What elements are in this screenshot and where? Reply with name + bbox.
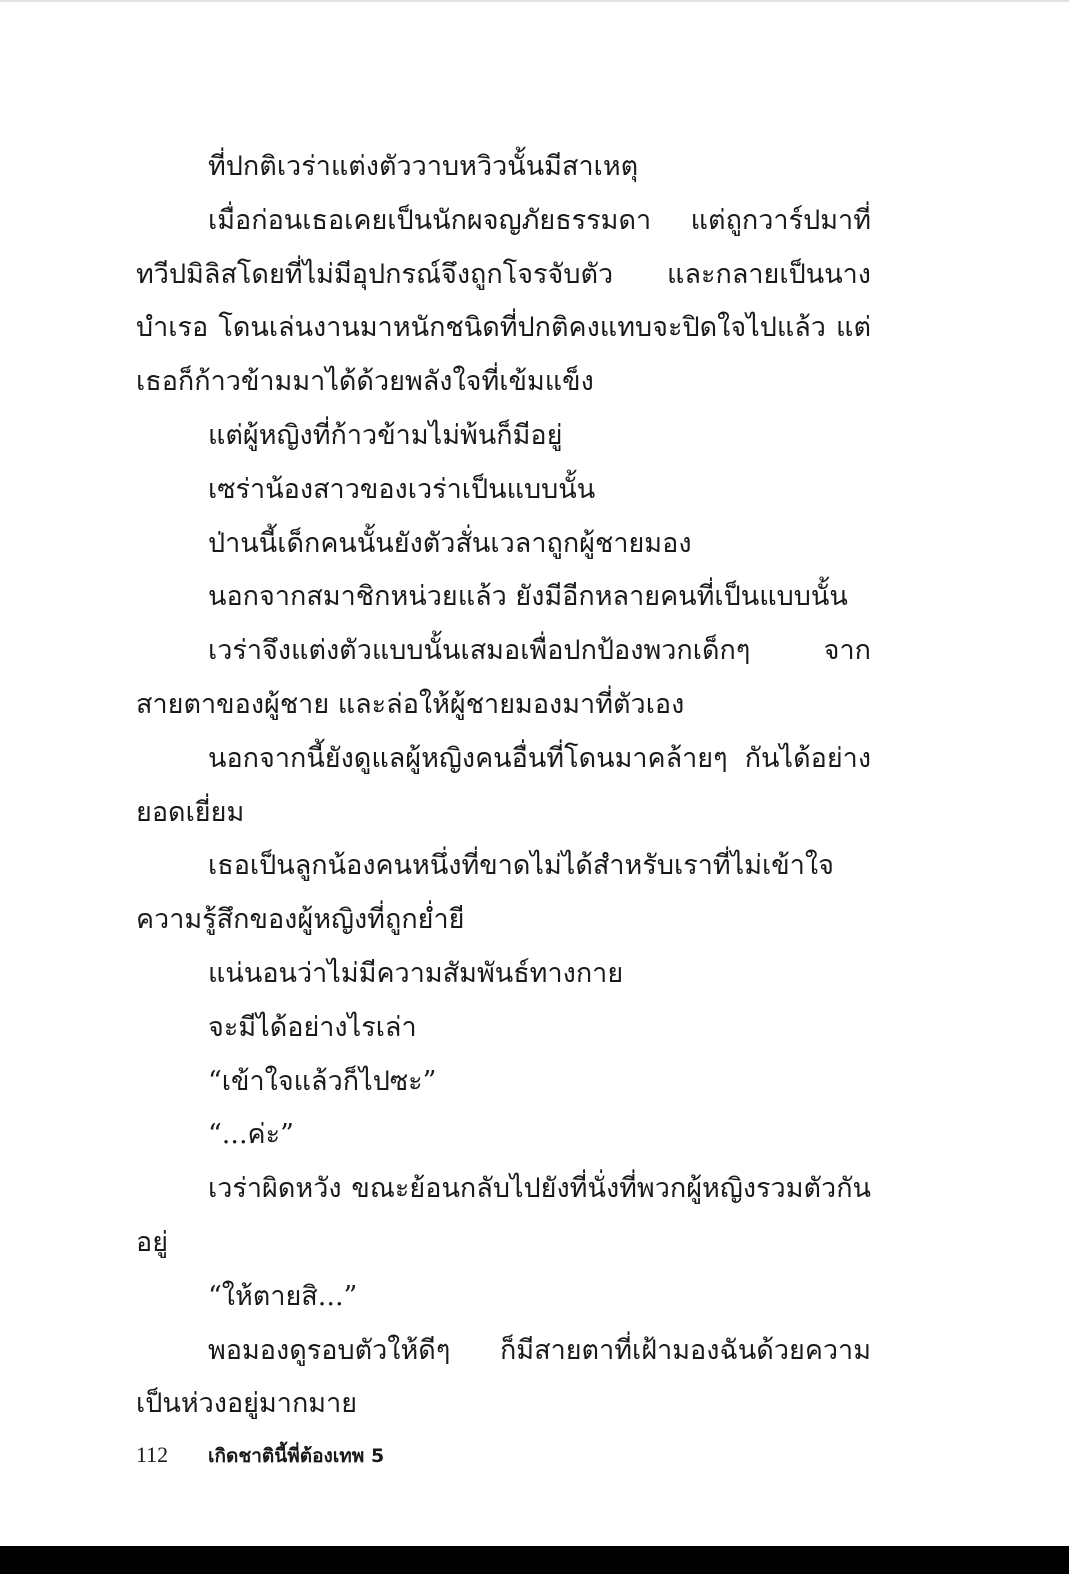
- paragraph: นอกจากนี้ยังดูแลผู้หญิงคนอื่นที่โดนมาคล้ายๆ กันได้อย่างยอดเยี่ยม: [136, 742, 871, 828]
- paragraph: เซร่าน้องสาวของเวร่าเป็นแบบนั้น: [208, 473, 596, 505]
- paragraph: นอกจากสมาชิกหน่วยแล้ว ยังมีอีกหลายคนที่เป็นแบบนั้น: [208, 581, 848, 613]
- paragraph: แน่นอนว่าไม่มีความสัมพันธ์ทางกาย: [208, 957, 624, 989]
- paragraph: เธอเป็นลูกน้องคนหนึ่งที่ขาดไม่ได้สำหรับเราที่ไม่เข้าใจความรู้สึกของผู้หญิงที่ถูกย่ำยี: [136, 850, 834, 936]
- paragraph: พอมองดูรอบตัวให้ดีๆ ก็มีสายตาที่เฝ้ามองฉันด้วยความเป็นห่วงอยู่มากมาย: [136, 1334, 871, 1420]
- paragraph: ที่ปกติเวร่าแต่งตัววาบหวิวนั้นมีสาเหตุ: [208, 151, 639, 182]
- page-number: 112: [136, 1442, 169, 1467]
- page-footer: [136, 1438, 384, 1472]
- bottom-scan-bar: [0, 1546, 1069, 1574]
- dialogue-line: “เข้าใจแล้วก็ไปซะ”: [208, 1065, 437, 1097]
- paragraph: เมื่อก่อนเธอเคยเป็นนักผจญภัยธรรมดา แต่ถูกวาร์ปมาที่ทวีปมิลิสโดยที่ไม่มีอุปกรณ์จึงถูกโจรจับตัว และกลายเป็นนางบำเรอ โดนเล่นงานมาหนักชนิดที่ปกติคงแทบจะปิดใจไปแล้ว แต่เธอก็ก้าวข้ามมาได้ด้วยพลังใจที่เข้มแข็ง: [136, 204, 871, 398]
- paragraph: แต่ผู้หญิงที่ก้าวข้ามไม่พ้นก็มีอยู่: [208, 419, 563, 451]
- top-edge-rule: [0, 0, 1069, 2]
- paragraph: จะมีได้อย่างไรเล่า: [208, 1011, 417, 1043]
- dialogue-line: “ให้ตายสิ...”: [208, 1280, 358, 1312]
- paragraph: เวร่าจึงแต่งตัวแบบนั้นเสมอเพื่อปกป้องพวกเด็กๆ จากสายตาของผู้ชาย และล่อให้ผู้ชายมองมาที่ตัวเอง: [136, 635, 871, 720]
- paragraph: ป่านนี้เด็กคนนั้นยังตัวสั่นเวลาถูกผู้ชายมอง: [208, 527, 692, 559]
- paragraph: เวร่าผิดหวัง ขณะย้อนกลับไปยังที่นั่งที่พวกผู้หญิงรวมตัวกันอยู่: [136, 1173, 871, 1258]
- running-title: เกิดชาตินี้พี่ต้องเทพ 5: [208, 1445, 385, 1467]
- dialogue-line: “...ค่ะ”: [208, 1119, 294, 1151]
- page-body: [136, 140, 871, 1431]
